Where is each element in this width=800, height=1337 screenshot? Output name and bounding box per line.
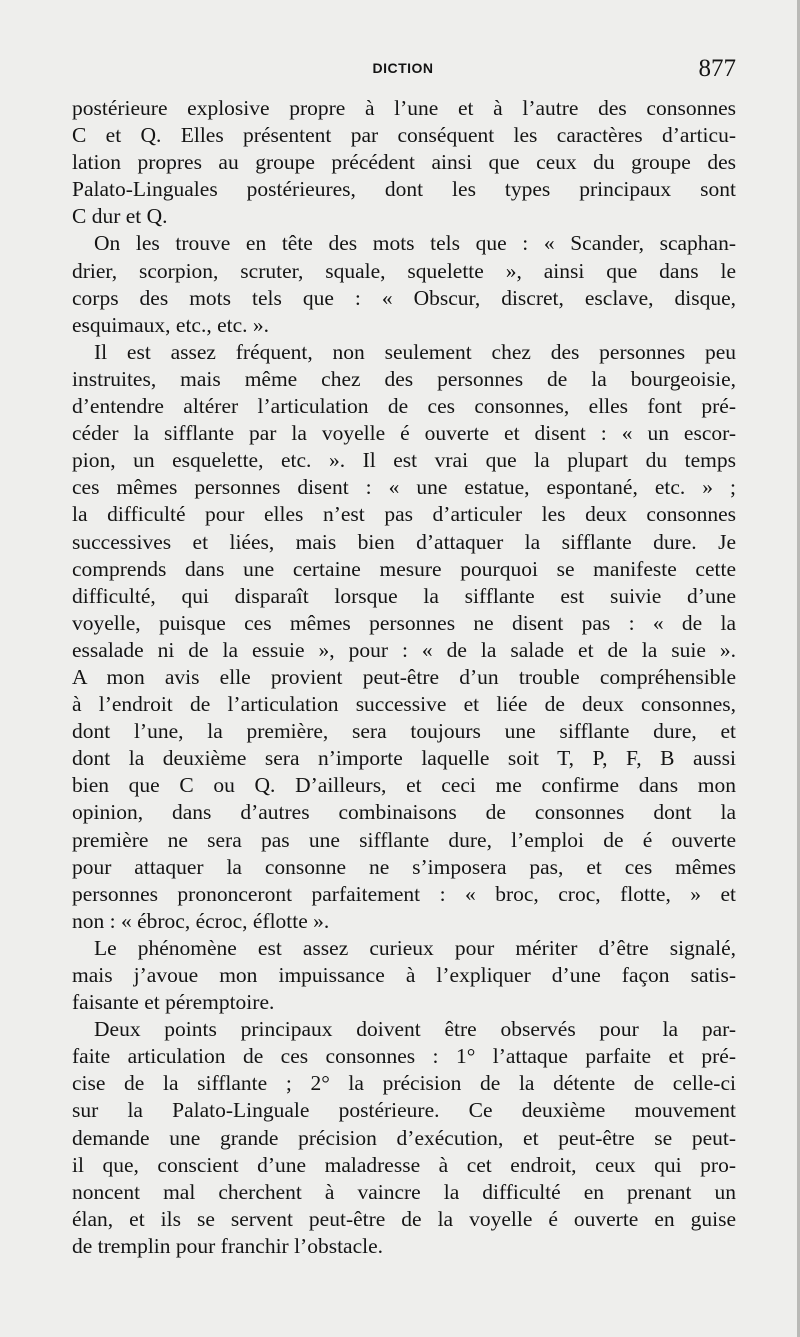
page-number: 877 — [698, 55, 736, 82]
text-line: noncent mal cherchent à vaincre la difficulté en prenant un — [72, 1179, 736, 1204]
text-line: C et Q. Elles présentent par conséquent les caractères d’articu- — [72, 123, 736, 148]
text-line: Deux points principaux doivent être observés pour la par- — [94, 1017, 736, 1042]
text-line: opinion, dans d’autres combinaisons de consonnes dont la — [72, 800, 736, 825]
text-line: sur la Palato-Linguale postérieure. Ce deuxième mouvement — [72, 1098, 736, 1123]
text-line: non : « ébroc, écroc, éflotte ». — [72, 908, 330, 933]
text-line: Palato-Linguales postérieures, dont les types principaux sont — [72, 177, 736, 202]
text-line: de tremplin pour franchir l’obstacle. — [72, 1233, 384, 1258]
text-line: successives et liées, mais bien d’attaquer la sifflante dure. Je — [72, 529, 736, 554]
text-line: postérieure explosive propre à l’une et à l’autre des consonnes — [72, 96, 736, 120]
text-line: dont la deuxième sera n’importe laquelle soit T, P, F, B aussi — [72, 746, 736, 771]
text-line: personnes prononceront parfaitement : « broc, croc, flotte, » et — [72, 881, 736, 906]
text-line: corps des mots tels que : « Obscur, discret, esclave, disque, — [72, 285, 736, 310]
text-line: instruites, mais même chez des personnes de la bourgeoisie, — [72, 366, 736, 391]
body-text — [72, 95, 736, 1260]
text-line: la difficulté pour elles n’est pas d’articuler les deux consonnes — [72, 502, 736, 527]
text-line: d’entendre altérer l’articulation de ces consonnes, elles font pré- — [72, 394, 736, 419]
text-line: à l’endroit de l’articulation successive et liée de deux consonnes, — [72, 692, 736, 717]
text-line: difficulté, qui disparaît lorsque la sifflante est suivie d’une — [72, 583, 736, 608]
text-line: cise de la sifflante ; 2° la précision de la détente de celle-ci — [72, 1071, 736, 1096]
text-line: On les trouve en tête des mots tels que : « Scander, scaphan- — [94, 231, 736, 256]
text-line: pour attaquer la consonne ne s’imposera pas, et ces mêmes — [72, 854, 736, 879]
text-line: C dur et Q. — [72, 204, 168, 229]
text-line: A mon avis elle provient peut-être d’un trouble compréhensible — [72, 664, 736, 689]
text-line: dont l’une, la première, sera toujours une sifflante dure, et — [72, 719, 736, 744]
text-line: élan, et ils se servent peut-être de la voyelle é ouverte en guise — [72, 1206, 736, 1231]
page-header — [70, 55, 736, 91]
text-line: première ne sera pas une sifflante dure, l’emploi de é ouverte — [72, 827, 736, 852]
text-line: faisante et péremptoire. — [72, 990, 275, 1015]
text-line: céder la sifflante par la voyelle é ouverte et disent : « un escor- — [72, 421, 736, 446]
text-line: essalade ni de la essuie », pour : « de la salade et de la suie ». — [72, 637, 736, 662]
text-line: drier, scorpion, scruter, squale, squelette », ainsi que dans le — [72, 258, 736, 283]
text-line: ces mêmes personnes disent : « une estatue, espontané, etc. » ; — [72, 475, 736, 500]
text-line: Le phénomène est assez curieux pour mériter d’être signalé, — [94, 935, 736, 960]
running-title: DICTION — [372, 60, 434, 76]
text-line: pion, un esquelette, etc. ». Il est vrai que la plupart du temps — [72, 448, 736, 473]
text-line: comprends dans une certaine mesure pourquoi se manifeste cette — [72, 556, 736, 581]
text-line: lation propres au groupe précédent ainsi que ceux du groupe des — [72, 150, 736, 175]
text-line: il que, conscient d’une maladresse à cet endroit, ceux qui pro- — [72, 1152, 736, 1177]
text-line: demande une grande précision d’exécution, et peut-être se peut- — [72, 1125, 736, 1150]
text-line: esquimaux, etc., etc. ». — [72, 312, 270, 337]
text-line: mais j’avoue mon impuissance à l’expliquer d’une façon satis- — [72, 963, 736, 987]
text-line: Il est assez fréquent, non seulement chez des personnes peu — [94, 339, 736, 364]
text-line: faite articulation de ces consonnes : 1° l’attaque parfaite et pré- — [72, 1044, 736, 1069]
text-line: bien que C ou Q. D’ailleurs, et ceci me confirme dans mon — [72, 773, 736, 798]
text-line: voyelle, puisque ces mêmes personnes ne disent pas : « de la — [72, 610, 736, 635]
